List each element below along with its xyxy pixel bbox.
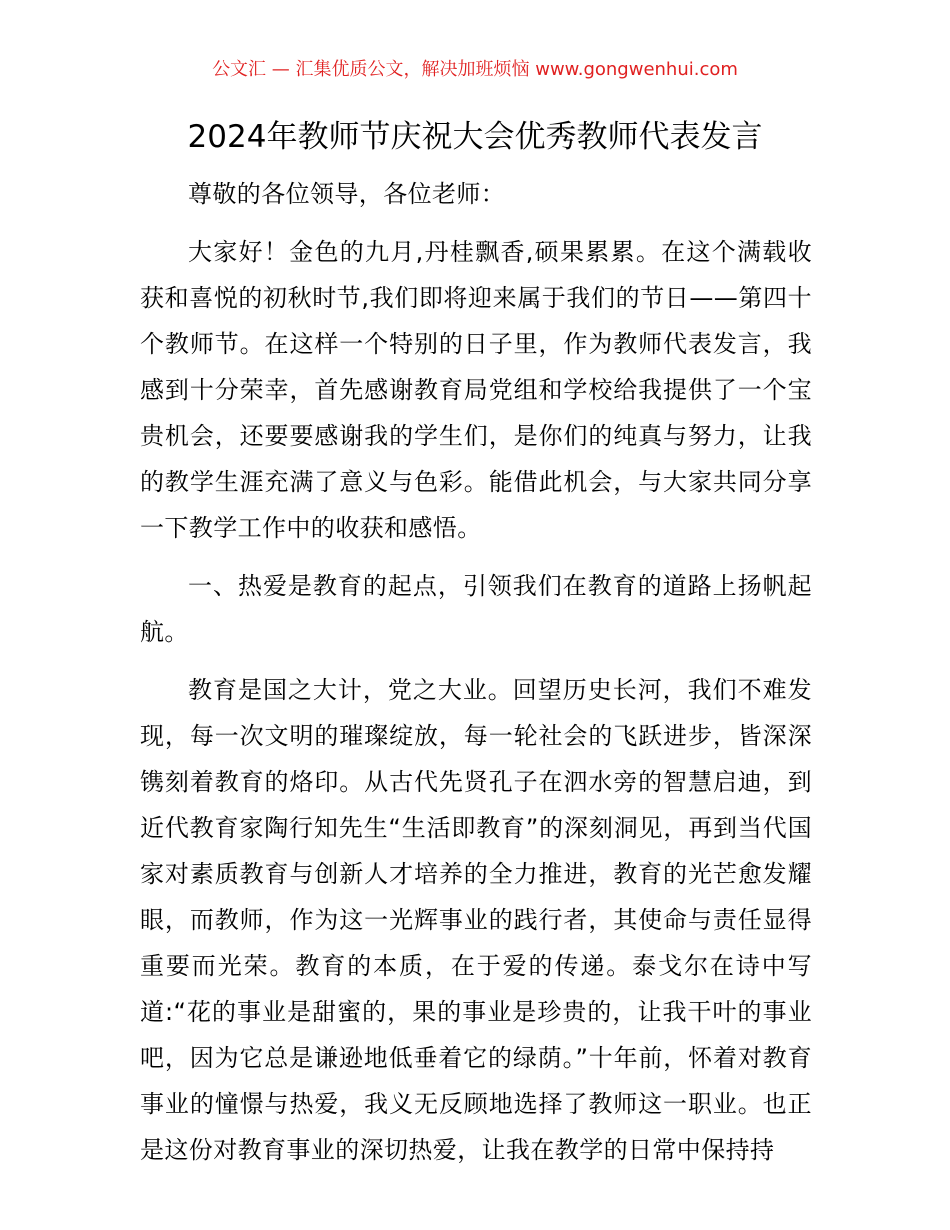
site-banner: 公文汇 — 汇集优质公文，解决加班烦恼 www.gongwenhui.com (212, 59, 738, 80)
paragraph-education: 教育是国之大计，党之大业。回望历史长河，我们不难发现，每一次文明的璀璨绽放，每一轮社会的飞跃进步，皆深深镌刻着教育的烙印。从古代先贤孔子在泗水旁的智慧启迪，到近代教育家陶行知先生“生活即教育”的深刻洞见，再到当代国家对素质教育与创新人才培养的全力推进，教育的光芒愈发耀眼，而教师，作为这一光辉事业的践行者，其使命与责任显得重要而光荣。教育的本质，在于爱的传递。泰戈尔在诗中写道:“花的事业是甜蜜的，果的事业是珍贵的，让我干叶的事业吧，因为它总是谦逊地低垂着它的绿荫。”十年前，怀着对教育事业的憧憬与热爱，我义无反顾地选择了教师这一职业。也正是这份对教育事业的深切热爱，让我在教学的日常中保持持 (140, 676, 812, 1164)
salutation: 尊敬的各位领导，各位老师： (188, 180, 506, 208)
document-title: 2024年教师节庆祝大会优秀教师代表发言 (187, 119, 763, 155)
section-heading-1: 一、热爱是教育的起点，引领我们在教育的道路上扬帆起航。 (140, 572, 812, 646)
paragraph-greeting: 大家好！金色的九月,丹桂飘香,硕果累累。在这个满载收获和喜悦的初秋时节,我们即将迎来属于我们的节日——第四十个教师节。在这样一个特别的日子里，作为教师代表发言，我感到十分荣幸，首先感谢教育局党组和学校给我提供了一个宝贵机会，还要要感谢我的学生们，是你们的纯真与努力，让我的教学生涯充满了意义与色彩。能借此机会，与大家共同分享一下教学工作中的收获和感悟。 (140, 238, 812, 542)
document-body (140, 171, 812, 1185)
